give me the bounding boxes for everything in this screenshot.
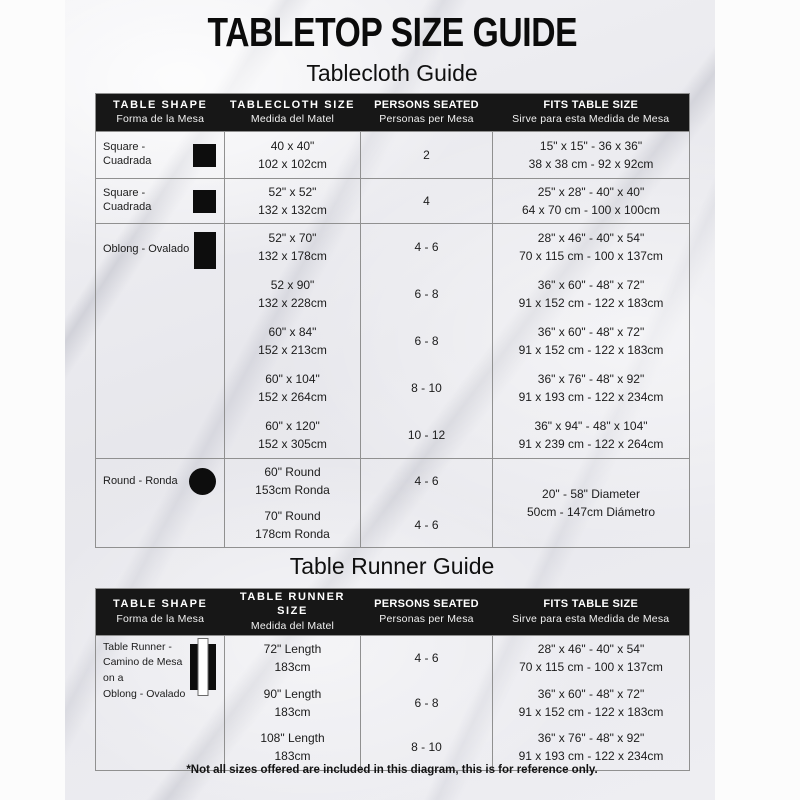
- shape-label-line: Oblong - Ovalado: [103, 687, 186, 700]
- fits-cell: [493, 179, 690, 224]
- size-inches: 70" Round: [264, 509, 321, 524]
- fits-cell: [493, 271, 690, 318]
- fits-cm: 50cm - 147cm Diámetro: [526, 505, 656, 519]
- persons-cell: 8 - 10: [361, 365, 493, 412]
- shape-cell: [96, 635, 225, 770]
- size-cell: [225, 459, 361, 504]
- size-cm: 153cm Ronda: [255, 483, 330, 498]
- table-row: [96, 179, 690, 224]
- col-header-table-shape: [96, 94, 225, 132]
- shape-label: Oblong - Ovalado: [103, 243, 190, 256]
- col-header-es: Forma de la Mesa: [116, 113, 205, 126]
- table-runner-guide-heading: Table Runner Guide: [289, 553, 495, 579]
- fits-inches: 36" x 60" - 48" x 72": [537, 278, 645, 292]
- col-header-en: PERSONS SEATED: [374, 597, 479, 610]
- fits-cell: [493, 635, 690, 680]
- square-shape-icon: [193, 144, 216, 167]
- size-cell: [225, 179, 361, 224]
- col-header-tablecloth-size: [225, 94, 361, 132]
- size-cell: [225, 271, 361, 318]
- fits-cm: 91 x 152 cm - 122 x 183cm: [518, 704, 664, 719]
- fits-cm: 91 x 193 cm - 122 x 234cm: [518, 749, 664, 764]
- header-row: [96, 589, 690, 636]
- col-header-table-shape: [96, 589, 225, 636]
- col-header-en: TABLECLOTH SIZE: [229, 98, 356, 111]
- shape-cell: [96, 132, 225, 179]
- col-header-es: Sirve para esta Medida de Mesa: [512, 113, 670, 126]
- table-runner-shape-icon: [190, 638, 216, 696]
- fits-inches: 36" x 60" - 48" x 72": [537, 686, 645, 701]
- size-cm: 183cm: [274, 749, 311, 764]
- fits-cm: 91 x 152 cm - 122 x 183cm: [518, 296, 664, 310]
- col-header-es: Medida del Matel: [250, 619, 335, 632]
- oblong-shape-icon: [194, 232, 216, 269]
- col-header-fits-table-size: [493, 94, 690, 132]
- col-header-en: TABLE RUNNER SIZE: [239, 591, 346, 617]
- col-header-en: FITS TABLE SIZE: [543, 597, 639, 610]
- col-header-es: Personas per Mesa: [379, 113, 474, 126]
- table-row: [96, 224, 690, 271]
- size-cell: [225, 504, 361, 548]
- persons-cell: 4 - 6: [361, 459, 493, 504]
- persons-cell: 6 - 8: [361, 680, 493, 725]
- persons-cell: 2: [361, 132, 493, 179]
- size-cm: 152 x 305cm: [258, 436, 327, 451]
- size-guide-sheet: [95, 0, 689, 800]
- shape-label: Square - Cuadrada: [103, 187, 152, 213]
- shape-cell: [96, 459, 225, 548]
- table-row: [96, 459, 690, 504]
- col-header-es: Personas per Mesa: [379, 612, 474, 625]
- shape-label: [103, 640, 185, 703]
- size-inches: 60" x 84": [268, 325, 317, 339]
- fits-cell: [493, 680, 690, 725]
- fits-cell: [493, 318, 690, 365]
- fits-inches: 36" x 76" - 48" x 92": [537, 731, 645, 746]
- col-header-es: Sirve para esta Medida de Mesa: [512, 612, 670, 625]
- size-cm: 132 x 178cm: [258, 249, 327, 264]
- fits-cm: 64 x 70 cm - 100 x 100cm: [521, 203, 661, 217]
- persons-cell: 4 - 6: [361, 224, 493, 271]
- shape-cell: [96, 224, 225, 459]
- size-inches: 60" x 120": [265, 418, 320, 433]
- fits-cell: [493, 132, 690, 179]
- size-inches: 52 x 90": [270, 278, 315, 292]
- fits-inches: 36" x 60" - 48" x 72": [537, 325, 645, 339]
- size-cm: 183cm: [274, 659, 311, 674]
- fits-inches: 20" - 58" Diameter: [542, 487, 640, 501]
- persons-cell: 4 - 6: [361, 504, 493, 548]
- fits-cm: 70 x 115 cm - 100 x 137cm: [519, 659, 663, 674]
- page-title-text: TABLETOP SIZE GUIDE: [207, 9, 577, 55]
- size-cm: 102 x 102cm: [258, 157, 327, 171]
- size-inches: 52" x 70": [268, 231, 317, 246]
- size-cell: [225, 635, 361, 680]
- shape-label-line: on a: [103, 672, 124, 685]
- persons-cell: 4: [361, 179, 493, 224]
- col-header-en: TABLE SHAPE: [113, 597, 208, 610]
- size-cm: 152 x 213cm: [258, 343, 327, 357]
- size-inches: 108" Length: [260, 731, 325, 746]
- col-header-fits-table-size: [493, 589, 690, 636]
- runner-stripe-part: [198, 638, 209, 696]
- fits-inches: 36" x 94" - 48" x 104": [534, 418, 648, 433]
- tablecloth-guide-table: [95, 93, 690, 548]
- persons-cell: 8 - 10: [361, 725, 493, 770]
- footnote: *Not all sizes offered are included in this diagram, this is for reference only.: [186, 764, 598, 776]
- persons-cell: 10 - 12: [361, 412, 493, 459]
- size-cell: [225, 365, 361, 412]
- shape-label: Square - Cuadrada: [103, 141, 152, 167]
- fits-inches: 28" x 46" - 40" x 54": [537, 231, 645, 246]
- shape-label-line: Camino de Mesa: [103, 656, 183, 669]
- size-cell: [225, 224, 361, 271]
- fits-cell: [493, 412, 690, 459]
- fits-cm: 91 x 193 cm - 122 x 234cm: [518, 390, 664, 404]
- size-cell: [225, 132, 361, 179]
- persons-cell: 4 - 6: [361, 635, 493, 680]
- size-cell: [225, 412, 361, 459]
- fits-cell-merged: [493, 459, 690, 548]
- size-inches: 40 x 40": [270, 139, 315, 153]
- page-title: [95, 9, 689, 55]
- size-cm: 152 x 264cm: [258, 390, 327, 404]
- size-inches: 60" Round: [264, 465, 321, 480]
- table-row: [96, 635, 690, 680]
- col-header-persons-seated: [361, 94, 493, 132]
- col-header-en: PERSONS SEATED: [374, 98, 479, 111]
- fits-inches: 36" x 76" - 48" x 92": [537, 372, 645, 386]
- fits-cm: 70 x 115 cm - 100 x 137cm: [519, 249, 663, 264]
- round-shape-icon: [189, 468, 216, 495]
- col-header-persons-seated: [361, 589, 493, 636]
- fits-inches: 28" x 46" - 40" x 54": [537, 641, 645, 656]
- col-header-en: FITS TABLE SIZE: [543, 98, 639, 111]
- persons-cell: 6 - 8: [361, 318, 493, 365]
- col-header-en: TABLE SHAPE: [113, 98, 208, 111]
- size-cm: 178cm Ronda: [255, 527, 330, 542]
- size-cm: 183cm: [274, 704, 311, 719]
- fits-cm: 38 x 38 cm - 92 x 92cm: [528, 157, 654, 171]
- fits-cell: [493, 224, 690, 271]
- shape-label: Round - Ronda: [103, 474, 178, 487]
- size-cm: 132 x 228cm: [258, 296, 327, 310]
- tablecloth-table-header: [96, 94, 690, 132]
- shape-label-line: Table Runner -: [103, 640, 172, 653]
- fits-cm: 91 x 152 cm - 122 x 183cm: [518, 343, 664, 357]
- fits-inches: 25" x 28" - 40" x 40": [537, 185, 645, 199]
- size-inches: 72" Length: [263, 641, 322, 656]
- fits-inches: 15" x 15" - 36 x 36": [539, 139, 643, 153]
- fits-cell: [493, 365, 690, 412]
- table-row: [96, 132, 690, 179]
- runner-table-header: [96, 589, 690, 636]
- size-cell: [225, 680, 361, 725]
- size-inches: 90" Length: [263, 686, 322, 701]
- size-cell: [225, 318, 361, 365]
- header-row: [96, 94, 690, 132]
- col-header-table-runner-size: [225, 589, 361, 636]
- size-cm: 132 x 132cm: [258, 203, 327, 217]
- fits-cm: 91 x 239 cm - 122 x 264cm: [518, 436, 664, 451]
- shape-cell: [96, 179, 225, 224]
- size-inches: 52" x 52": [268, 185, 317, 199]
- col-header-es: Medida del Matel: [250, 113, 335, 126]
- tablecloth-guide-heading: Tablecloth Guide: [306, 60, 478, 86]
- size-inches: 60" x 104": [265, 372, 320, 386]
- col-header-es: Forma de la Mesa: [116, 612, 205, 625]
- persons-cell: 6 - 8: [361, 271, 493, 318]
- table-runner-guide-table: [95, 588, 690, 771]
- square-shape-icon: [193, 190, 216, 213]
